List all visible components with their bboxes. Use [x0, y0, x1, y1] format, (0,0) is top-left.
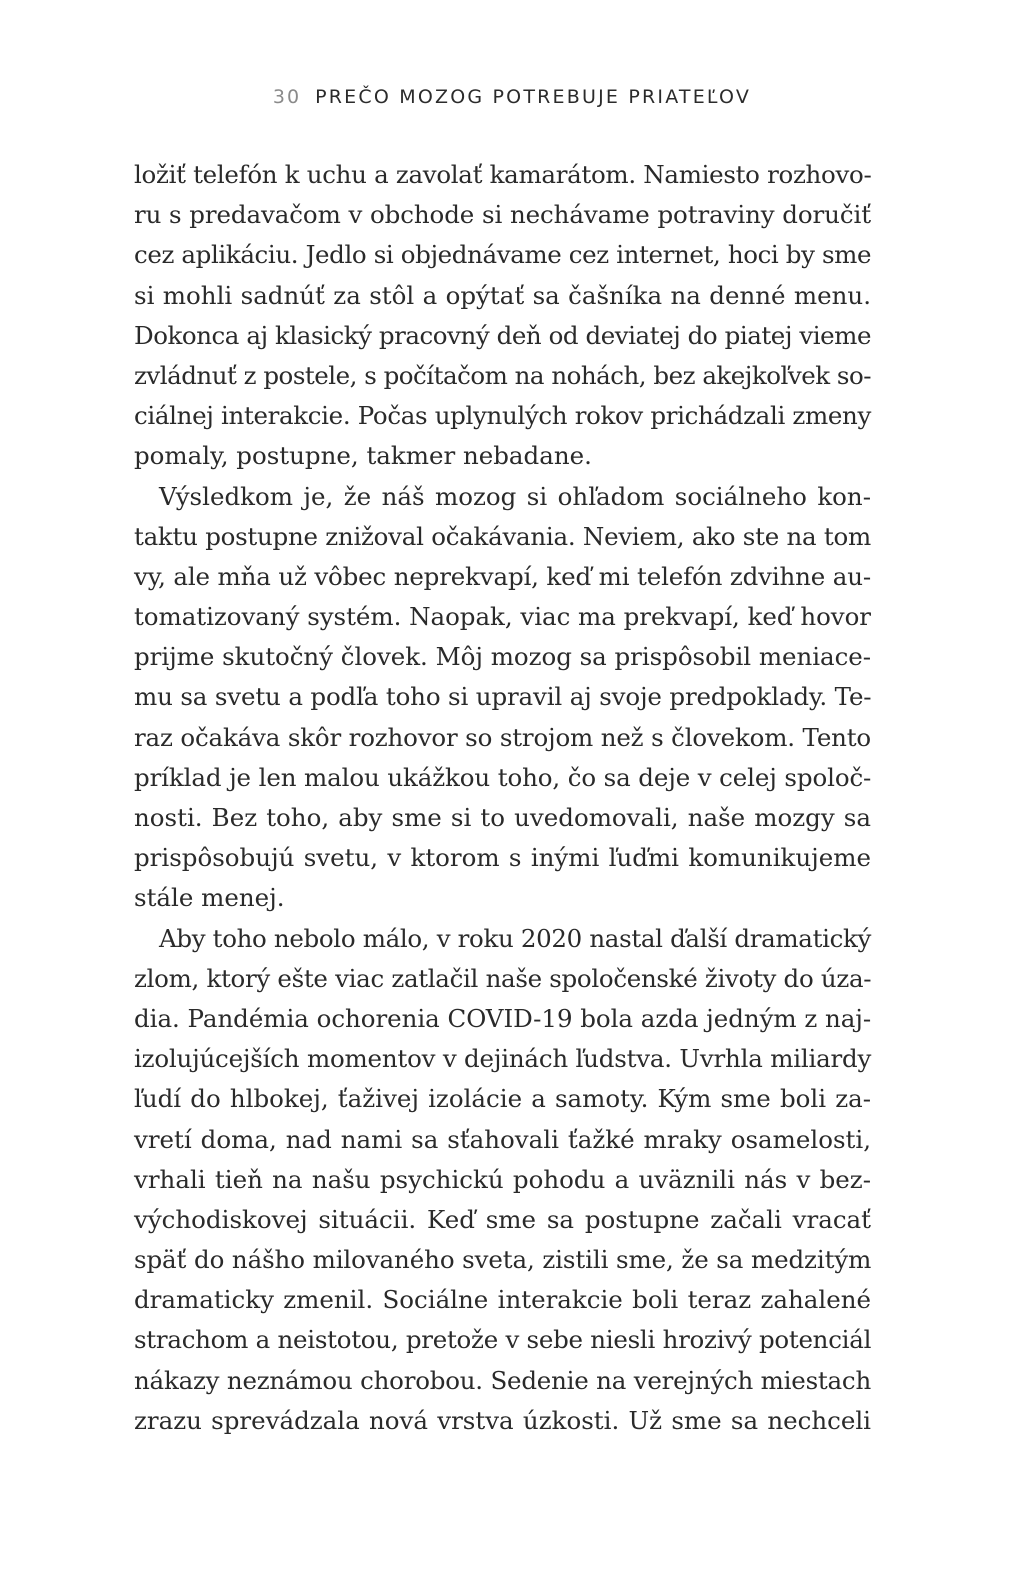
text-line: mu sa svetu a podľa toho si upravil aj svoje predpoklady. Te- [134, 682, 872, 712]
text-line: ciálnej interakcie. Počas uplynulých rokov prichádzali zmeny [134, 401, 871, 431]
text-line: ložiť telefón k uchu a zavolať kamarátom. Namiesto rozhovo- [134, 160, 872, 189]
text-line: dia. Pandémia ochorenia COVID-19 bola azda jedným z naj- [134, 1003, 872, 1033]
text-line: vrhali tieň na našu psychickú pohodu a uväznili nás v bez- [134, 1164, 871, 1194]
paragraph [134, 479, 871, 921]
text-line: nákazy neznámou chorobou. Sedenie na verejných miestach [134, 1365, 871, 1395]
text-line: zlom, ktorý ešte viac zatlačil naše spoločenské životy do úza- [134, 963, 872, 993]
text-line: dramaticky zmenil. Sociálne interakcie boli teraz zahalené [134, 1285, 871, 1315]
text-line: prijme skutočný človek. Môj mozog sa prispôsobil meniace- [134, 642, 871, 672]
text-line: späť do nášho milovaného sveta, zistili sme, že sa medzitým [134, 1245, 872, 1275]
text-line: vy, ale mňa už vôbec neprekvapí, keď mi telefón zdvihne au- [134, 561, 871, 591]
paragraph [134, 921, 871, 1443]
body-text [134, 157, 871, 1443]
text-line: ru s predavačom v obchode si nechávame potraviny doručiť [134, 200, 871, 230]
page-number: 30 [272, 86, 302, 108]
text-line: tomatizovaný systém. Naopak, viac ma prekvapí, keď hovor [134, 602, 871, 632]
running-header [0, 86, 1024, 108]
text-line: Aby toho nebolo málo, v roku 2020 nastal ďalší dramatický [159, 923, 871, 953]
text-line: nosti. Bez toho, aby sme si to uvedomovali, naše mozgy sa [134, 803, 871, 832]
text-line: stále menej. [134, 883, 285, 913]
text-line: príklad je len malou ukážkou toho, čo sa deje v celej spoloč- [134, 762, 872, 792]
text-line: taktu postupne znižoval očakávania. Neviem, ako ste na tom [134, 521, 871, 551]
text-line: raz očakáva skôr rozhovor so strojom než s človekom. Tento [134, 722, 871, 752]
chapter-title: PREČO MOZOG POTREBUJE PRIATEĽOV [315, 86, 752, 108]
text-line: Dokonca aj klasický pracovný deň od deviatej do piatej vieme [134, 320, 871, 350]
text-line: izolujúcejších momentov v dejinách ľudstva. Uvrhla miliardy [134, 1044, 872, 1074]
text-line: strachom a neistotou, pretože v sebe niesli hrozivý potenciál [134, 1325, 872, 1355]
text-line: zvládnuť z postele, s počítačom na nohách, bez akejkoľvek so- [134, 360, 871, 390]
text-line: východiskovej situácii. Keď sme sa postupne začali vracať [134, 1204, 871, 1234]
text-line: ľudí do hlbokej, ťaživej izolácie a samoty. Kým sme boli za- [134, 1084, 871, 1114]
text-line: Výsledkom je, že náš mozog si ohľadom sociálneho kon- [159, 481, 871, 511]
text-line: si mohli sadnúť za stôl a opýtať sa čašníka na denné menu. [134, 280, 871, 310]
text-line: zrazu sprevádzala nová vrstva úzkosti. Už sme sa nechceli [134, 1405, 871, 1435]
paragraph [134, 157, 871, 479]
text-line: vretí doma, nad nami sa sťahovali ťažké mraky osamelosti, [134, 1124, 871, 1154]
text-line: prispôsobujú svetu, v ktorom s inými ľuďmi komunikujeme [134, 843, 871, 873]
text-line: pomaly, postupne, takmer nebadane. [134, 441, 592, 471]
text-line: cez aplikáciu. Jedlo si objednávame cez internet, hoci by sme [134, 240, 872, 270]
